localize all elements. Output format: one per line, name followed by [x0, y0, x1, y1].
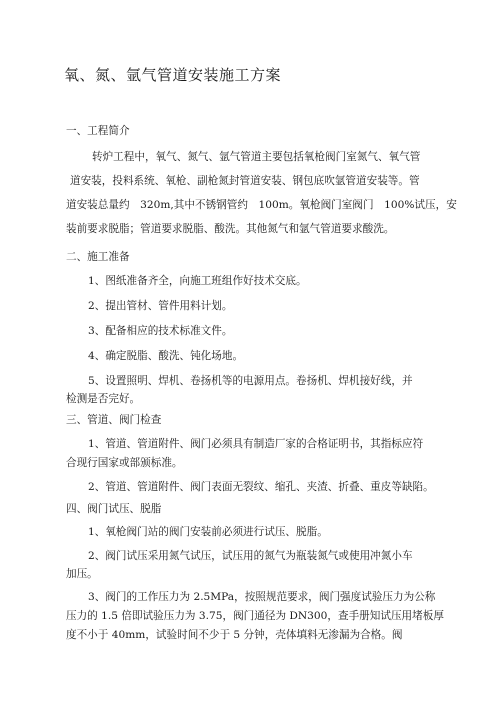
section-heading-valve-testing: 四、阀门试压、脱脂	[66, 503, 162, 515]
document-title: 氧、氮、氩气管道安装施工方案	[64, 66, 282, 84]
list-item: 5、设置照明、焊机、卷扬机等的电源用点。卷扬机、焊机接好线，并	[88, 375, 413, 387]
list-item-continuation: 压力的 1.5 倍即试验压力为 3.75，阀门通径为 DN300，查手册知试压用堵板厚	[66, 610, 444, 622]
list-item: 1、氧枪阀门站的阀门安装前必须进行试压、脱脂。	[88, 526, 328, 538]
list-item-continuation: 度不小于 40mm，试验时间不少于 5 分钟，壳体填料无渗漏为合格。阀	[66, 629, 403, 641]
list-item-continuation: 加压。	[66, 568, 98, 580]
list-item: 2、提出管材、管件用料计划。	[88, 300, 233, 312]
paragraph-line: 转炉工程中，氧气、氮气、氩气管道主要包括氧枪阀门室氮气、氧气管	[92, 151, 421, 163]
section-heading-preparation: 二、施工准备	[66, 251, 130, 263]
list-item: 2、管道、管道附件、阀门表面无裂纹、缩孔、夹渣、折叠、重皮等缺陷。	[88, 481, 434, 493]
section-heading-overview: 一、工程简介	[66, 125, 130, 137]
list-item: 2、阀门试压采用氮气试压，试压用的氮气为瓶装氮气或使用冲氮小车	[88, 550, 413, 562]
paragraph-line: 道安装，投料系统、氧枪、副枪氮封管道安装、钢包底吹氩管道安装等。管	[70, 175, 420, 187]
section-heading-inspection: 三、管道、阀门检查	[66, 414, 162, 426]
list-item: 3、配备相应的技术标准文件。	[88, 325, 233, 337]
list-item: 1、管道、管道附件、阀门必须具有制造厂家的合格证明书，其指标应符	[88, 438, 424, 450]
list-item: 3、阀门的工作压力为 2.5MPa，按照规范要求，阀门强度试验压力为公称	[88, 591, 436, 603]
list-item: 4、确定脱脂、酸洗、钝化场地。	[88, 350, 244, 362]
paragraph-line: 装前要求脱脂；管道要求脱脂、酸洗。其他氮气和氩气管道要求酸洗。	[66, 223, 395, 235]
list-item: 1、图纸准备齐全，向施工班组作好技术交底。	[88, 275, 307, 287]
paragraph-line: 道安装总量约 320m,其中不锈钢管约 100m。氧枪阀门室阀门 100%试压，安	[66, 199, 457, 211]
list-item-continuation: 检测是否完好。	[66, 393, 141, 405]
list-item-continuation: 合现行国家或部颁标准。	[66, 457, 183, 469]
